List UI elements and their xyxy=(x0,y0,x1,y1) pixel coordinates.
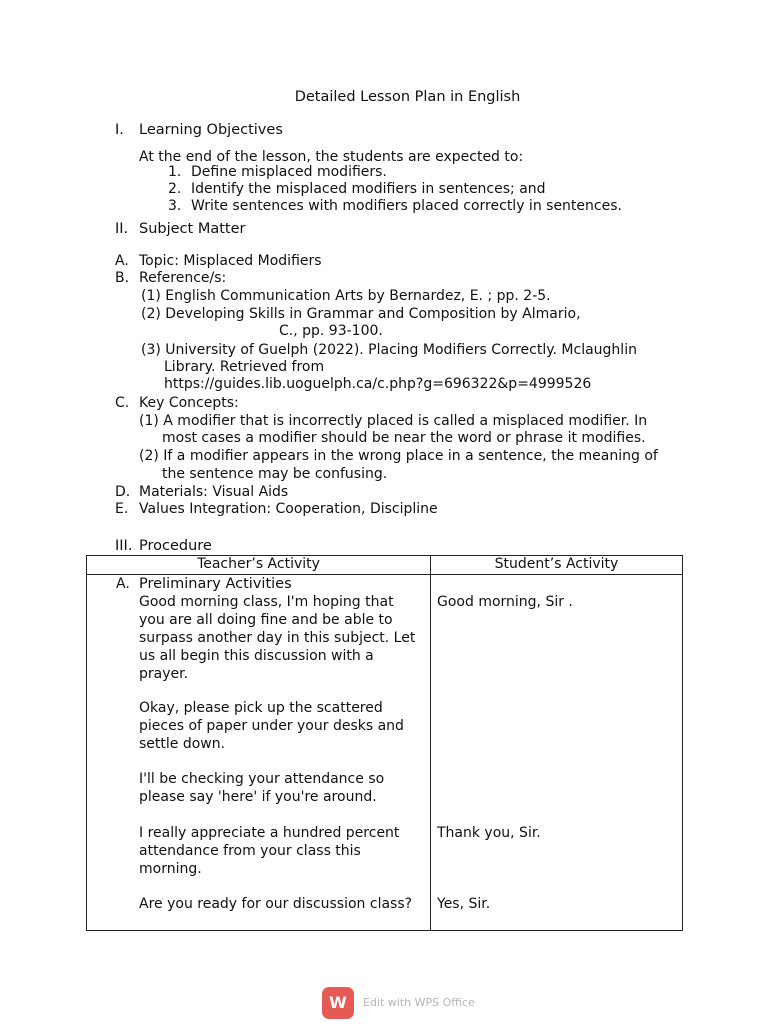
objective-number: 2. xyxy=(168,181,182,197)
teacher-line: morning. xyxy=(139,861,202,877)
materials-item: Materials: Visual Aids xyxy=(139,484,289,500)
teacher-line: Okay, please pick up the scattered xyxy=(139,700,383,716)
key-concepts-item: Key Concepts: xyxy=(139,395,239,411)
objective-text: Identify the misplaced modifiers in sentences; and xyxy=(191,181,546,197)
teacher-line: surpass another day in this subject. Let xyxy=(139,630,416,646)
objective-number: 3. xyxy=(168,198,182,214)
item-letter: C. xyxy=(115,395,130,411)
teacher-line: attendance from your class this xyxy=(139,843,361,859)
concept-2-cont: the sentence may be confusing. xyxy=(162,466,388,482)
reference-3-cont: Library. Retrieved from xyxy=(164,359,325,375)
section-2-number: II. xyxy=(115,221,129,237)
reference-2: (2) Developing Skills in Grammar and Composition by Almario, xyxy=(141,306,581,322)
section-2-heading: Subject Matter xyxy=(139,221,246,237)
item-letter: B. xyxy=(115,270,130,286)
item-letter: A. xyxy=(115,253,129,269)
procedure-table xyxy=(86,555,683,931)
row-letter: A. xyxy=(116,576,130,592)
section-3-number: III. xyxy=(115,538,133,554)
student-line: Good morning, Sir . xyxy=(437,594,573,610)
reference-3: (3) University of Guelph (2022). Placing Modifiers Correctly. Mclaughlin xyxy=(141,342,637,358)
wps-watermark xyxy=(322,987,475,1019)
concept-1-cont: most cases a modifier should be near the word or phrase it modifies. xyxy=(162,430,646,446)
section-3-heading: Procedure xyxy=(139,538,212,554)
teacher-line: Good morning class, I'm hoping that xyxy=(139,594,394,610)
references-item: Reference/s: xyxy=(139,270,227,286)
teacher-line: pieces of paper under your desks and xyxy=(139,718,404,734)
teacher-line: settle down. xyxy=(139,736,226,752)
table-row xyxy=(87,575,683,931)
teacher-line: I'll be checking your attendance so xyxy=(139,771,385,787)
concept-2: (2) If a modifier appears in the wrong place in a sentence, the meaning of xyxy=(139,448,658,464)
objective-text: Define misplaced modifiers. xyxy=(191,164,387,180)
student-activity-header: Student’s Activity xyxy=(431,556,683,575)
teacher-line: prayer. xyxy=(139,666,189,682)
item-letter: E. xyxy=(115,501,129,517)
preliminary-activities-heading: Preliminary Activities xyxy=(139,576,292,592)
objective-text: Write sentences with modifiers placed correctly in sentences. xyxy=(191,198,622,214)
teacher-line: please say 'here' if you're around. xyxy=(139,789,377,805)
reference-1: (1) English Communication Arts by Bernardez, E. ; pp. 2-5. xyxy=(141,288,551,304)
reference-2-cont: C., pp. 93-100. xyxy=(279,323,383,339)
values-item: Values Integration: Cooperation, Discipline xyxy=(139,501,438,517)
objective-number: 1. xyxy=(168,164,182,180)
concept-1: (1) A modifier that is incorrectly placed is called a misplaced modifier. In xyxy=(139,413,648,429)
topic-item: Topic: Misplaced Modifiers xyxy=(139,253,322,269)
teacher-line: I really appreciate a hundred percent xyxy=(139,825,400,841)
student-activity-cell xyxy=(431,575,683,931)
teacher-activity-cell xyxy=(87,575,431,931)
section-1-number: I. xyxy=(115,122,124,138)
section-1-heading: Learning Objectives xyxy=(139,122,283,138)
document-title: Detailed Lesson Plan in English xyxy=(294,89,521,105)
teacher-line: you are all doing fine and be able to xyxy=(139,612,393,628)
teacher-line: Are you ready for our discussion class? xyxy=(139,896,413,912)
wps-logo-icon: W xyxy=(322,987,354,1019)
student-line: Yes, Sir. xyxy=(437,896,491,912)
item-letter: D. xyxy=(115,484,131,500)
teacher-activity-header: Teacher’s Activity xyxy=(87,556,431,575)
student-line: Thank you, Sir. xyxy=(437,825,541,841)
wps-watermark-text: Edit with WPS Office xyxy=(363,996,475,1009)
reference-3-url: https://guides.lib.uoguelph.ca/c.php?g=696322&p=4999526 xyxy=(164,376,592,392)
teacher-line: us all begin this discussion with a xyxy=(139,648,374,664)
objectives-intro: At the end of the lesson, the students are expected to: xyxy=(139,149,524,165)
